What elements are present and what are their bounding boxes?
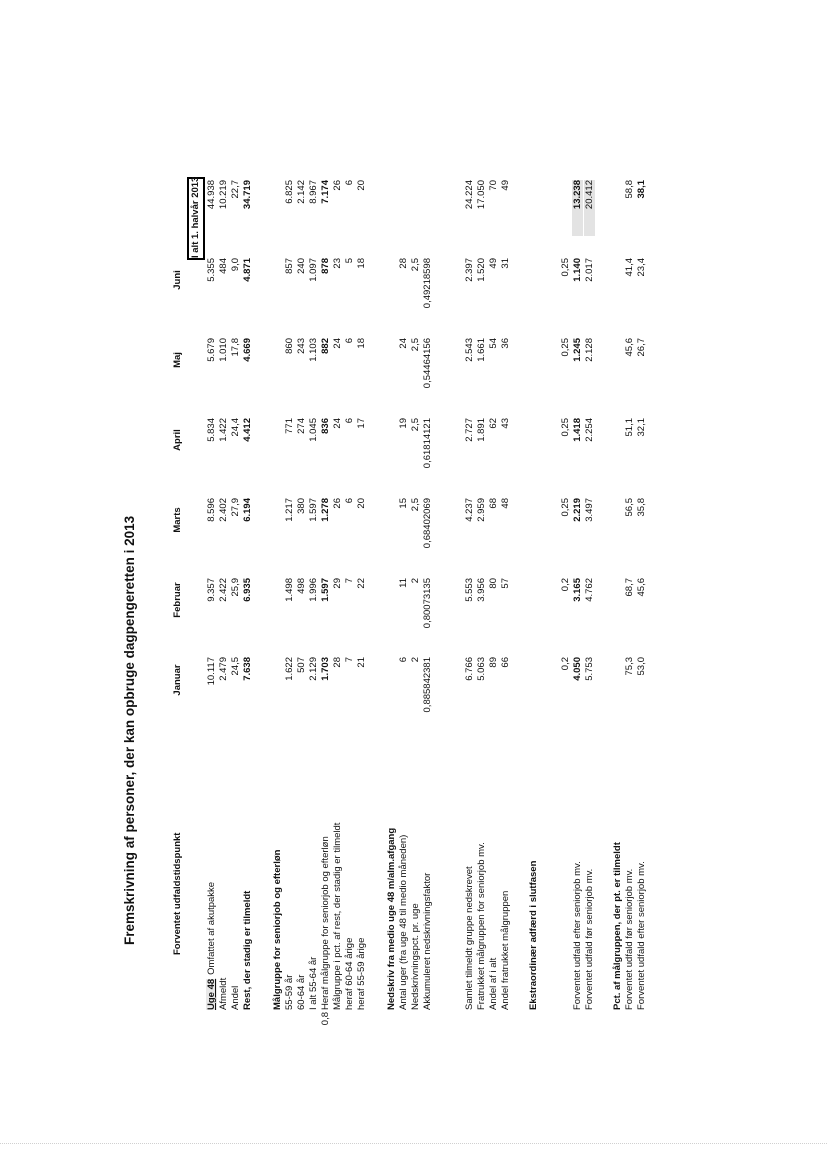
cell-month: 1.103 xyxy=(308,338,319,362)
cell-total: 26 xyxy=(332,180,343,191)
side-value: 0,8 xyxy=(320,1012,331,1026)
cell-month: 1.245 xyxy=(572,338,583,362)
cell-month: 8.596 xyxy=(206,498,217,522)
cell-month: 51,1 xyxy=(624,418,635,437)
row-label: Andel xyxy=(230,985,241,1010)
cell-month: 2.128 xyxy=(584,338,595,362)
header-month-marts: Marts xyxy=(172,507,183,533)
cell-total: 70 xyxy=(488,180,499,191)
row-label: Forventet udfald efter seniorjob mv. xyxy=(572,861,583,1010)
cell-total: 38,1 xyxy=(636,180,647,199)
cell-month: 4.762 xyxy=(584,578,595,602)
cell-month: 6 xyxy=(344,418,355,424)
header-month-februar: Februar xyxy=(172,582,183,618)
cell-month: 53,0 xyxy=(636,657,647,676)
cell-total: 2.142 xyxy=(296,180,307,204)
cell-month: 1.622 xyxy=(284,657,295,681)
row-label: Andel fratrukket målgruppen xyxy=(500,890,511,1010)
cell-month: 771 xyxy=(284,418,295,434)
cell-month: 498 xyxy=(296,578,307,594)
cell-month: 0,2 xyxy=(560,578,571,592)
cell-total: 7.174 xyxy=(320,180,331,204)
row-label: Målgruppe i pct. af rest, der stadig er tilmeldt xyxy=(332,822,343,1010)
cell-month: 2.129 xyxy=(308,657,319,681)
row-label: Forventet udfald efter seniorjob mv. xyxy=(636,861,647,1010)
cell-month: 1.422 xyxy=(218,418,229,442)
page-title: Fremskrivning af personer, der kan opbruge dagpengeretten i 2013 xyxy=(122,515,137,945)
cell-month: 2.479 xyxy=(218,657,229,681)
cell-month: 0,2 xyxy=(560,657,571,671)
section-heading: Pct. af målgruppen, der pt. er tilmeldt xyxy=(612,842,623,1010)
cell-month: 21 xyxy=(356,657,367,668)
cell-month: 1.661 xyxy=(476,338,487,362)
cell-month: 6.766 xyxy=(464,657,475,681)
cell-total: 8.967 xyxy=(308,180,319,204)
cell-total: 24.224 xyxy=(464,180,475,210)
cell-month: 28 xyxy=(332,657,343,668)
cell-month: 5.355 xyxy=(206,258,217,282)
cell-month: 2,5 xyxy=(410,258,421,272)
cell-month: 22 xyxy=(356,578,367,589)
cell-month: 3.956 xyxy=(476,578,487,602)
cell-month: 80 xyxy=(488,578,499,589)
cell-month: 0,61814121 xyxy=(422,418,433,469)
cell-month: 24 xyxy=(332,338,343,349)
row-label: Forventet udfald før seniorjob mv. xyxy=(624,868,635,1010)
cell-month: 2 xyxy=(410,657,421,663)
cell-month: 17,8 xyxy=(230,338,241,357)
cell-month: 1.597 xyxy=(320,578,331,602)
cell-month: 0,25 xyxy=(560,258,571,277)
cell-month: 1.097 xyxy=(308,258,319,282)
cell-month: 1.703 xyxy=(320,657,331,681)
cell-month: 860 xyxy=(284,338,295,354)
cell-month: 68 xyxy=(488,498,499,509)
cell-month: 4.412 xyxy=(242,418,253,442)
row-label-text: Omfattet af akutpakke xyxy=(206,881,217,975)
cell-total: 44.938 xyxy=(206,180,217,210)
row-label: Forventet udfald før seniorjob mv. xyxy=(584,868,595,1010)
page-bottom-rule xyxy=(0,1143,827,1144)
cell-month: 1.996 xyxy=(308,578,319,602)
week-label: Uge 48 xyxy=(206,978,217,1010)
cell-month: 274 xyxy=(296,418,307,434)
cell-month: 380 xyxy=(296,498,307,514)
cell-month: 29 xyxy=(332,578,343,589)
cell-month: 6.935 xyxy=(242,578,253,602)
cell-month: 2.402 xyxy=(218,498,229,522)
cell-month: 3.497 xyxy=(584,498,595,522)
cell-month: 43 xyxy=(500,418,511,429)
cell-month: 2.959 xyxy=(476,498,487,522)
cell-total: 6.825 xyxy=(284,180,295,204)
cell-month: 1.418 xyxy=(572,418,583,442)
cell-month: 57 xyxy=(500,578,511,589)
cell-total: 22,7 xyxy=(230,180,241,199)
cell-month: 0,25 xyxy=(560,418,571,437)
section-heading: Målgruppe for seniorjob og efterløn xyxy=(272,849,283,1010)
header-month-april: April xyxy=(172,429,183,451)
cell-month: 0,49218598 xyxy=(422,258,433,309)
cell-month: 2.727 xyxy=(464,418,475,442)
cell-month: 9.357 xyxy=(206,578,217,602)
cell-month: 17 xyxy=(356,418,367,429)
cell-total: 34.719 xyxy=(242,180,253,210)
row-label: heraf 55-59 årige xyxy=(356,937,367,1010)
cell-month: 19 xyxy=(398,418,409,429)
cell-month: 9,0 xyxy=(230,258,241,272)
cell-month: 240 xyxy=(296,258,307,274)
cell-month: 5.679 xyxy=(206,338,217,362)
cell-month: 484 xyxy=(218,258,229,274)
cell-month: 89 xyxy=(488,657,499,668)
cell-total: 10.219 xyxy=(218,180,229,210)
header-total: I alt 1. halvår 2013 xyxy=(187,177,205,260)
cell-month: 5.753 xyxy=(584,657,595,681)
cell-month: 836 xyxy=(320,418,331,434)
cell-month: 25,9 xyxy=(230,578,241,597)
header-stub: Forventet udfaldstidspunkt xyxy=(172,832,183,955)
cell-month: 32,1 xyxy=(636,418,647,437)
cell-month: 1.045 xyxy=(308,418,319,442)
cell-month: 5.063 xyxy=(476,657,487,681)
cell-total: 58,8 xyxy=(624,180,635,199)
section-heading: Ekstraordinær adfærd i slutfasen xyxy=(528,860,539,1010)
cell-month: 6 xyxy=(398,657,409,663)
cell-month: 68,7 xyxy=(624,578,635,597)
cell-month: 1.498 xyxy=(284,578,295,602)
cell-month: 7 xyxy=(344,657,355,663)
cell-month: 2 xyxy=(410,578,421,584)
section-heading: Nedskriv fra medio uge 48 m/alm.afgang xyxy=(386,827,397,1010)
cell-total: 17.050 xyxy=(476,180,487,210)
cell-month: 5 xyxy=(344,258,355,264)
row-label: Heraf målgruppe for seniorjob og efterløn xyxy=(320,836,331,1010)
cell-month: 6.194 xyxy=(242,498,253,522)
row-label: Andel af i alt xyxy=(488,957,499,1010)
cell-month: 2.543 xyxy=(464,338,475,362)
cell-month: 7 xyxy=(344,578,355,584)
row-label: 60-64 år xyxy=(296,974,307,1010)
cell-month: 5.553 xyxy=(464,578,475,602)
cell-month: 2.397 xyxy=(464,258,475,282)
cell-month: 1.520 xyxy=(476,258,487,282)
cell-month: 26,7 xyxy=(636,338,647,357)
cell-month: 1.891 xyxy=(476,418,487,442)
cell-month: 24,5 xyxy=(230,657,241,676)
cell-month: 31 xyxy=(500,258,511,269)
header-month-juni: Juni xyxy=(172,270,183,290)
cell-month: 1.597 xyxy=(308,498,319,522)
cell-month: 1.278 xyxy=(320,498,331,522)
cell-month: 54 xyxy=(488,338,499,349)
cell-month: 507 xyxy=(296,657,307,673)
cell-month: 1.217 xyxy=(284,498,295,522)
cell-month: 62 xyxy=(488,418,499,429)
cell-month: 1.140 xyxy=(572,258,583,282)
cell-month: 878 xyxy=(320,258,331,274)
cell-month: 4.050 xyxy=(572,657,583,681)
cell-month: 2,5 xyxy=(410,338,421,352)
cell-total: 20.412 xyxy=(584,180,595,236)
cell-month: 882 xyxy=(320,338,331,354)
cell-month: 4.237 xyxy=(464,498,475,522)
cell-month: 0,25 xyxy=(560,338,571,357)
cell-month: 23,4 xyxy=(636,258,647,277)
cell-month: 18 xyxy=(356,258,367,269)
cell-month: 24,4 xyxy=(230,418,241,437)
row-label: Rest, der stadig er tilmeldt xyxy=(242,890,253,1010)
row-label: 55-59 år xyxy=(284,974,295,1010)
cell-month: 2,5 xyxy=(410,498,421,512)
cell-month: 2,5 xyxy=(410,418,421,432)
cell-month: 2.254 xyxy=(584,418,595,442)
cell-total: 13.238 xyxy=(572,180,583,236)
cell-month: 0,54464156 xyxy=(422,338,433,389)
cell-month: 0,25 xyxy=(560,498,571,517)
cell-month: 6 xyxy=(344,498,355,504)
cell-month: 3.165 xyxy=(572,578,583,602)
cell-month: 24 xyxy=(332,418,343,429)
cell-month: 24 xyxy=(398,338,409,349)
cell-month: 36 xyxy=(500,338,511,349)
cell-month: 10.117 xyxy=(206,657,217,686)
cell-month: 4.871 xyxy=(242,258,253,282)
row-label: Fratrukket målgruppen for seniorjob mv. xyxy=(476,842,487,1010)
cell-month: 11 xyxy=(398,578,409,588)
cell-month: 35,8 xyxy=(636,498,647,517)
cell-month: 20 xyxy=(356,498,367,509)
row-label: Akkumuleret nedskrivningsfaktor xyxy=(422,872,433,1010)
row-label: Afmeldt xyxy=(218,977,229,1010)
cell-month: 2.422 xyxy=(218,578,229,602)
header-month-maj: Maj xyxy=(172,352,183,368)
row-label xyxy=(206,882,217,1010)
cell-month: 23 xyxy=(332,258,343,269)
row-label: Antal uger (fra uge 48 til medio måneden) xyxy=(398,834,409,1010)
cell-month: 0,80073135 xyxy=(422,578,433,629)
cell-month: 27,9 xyxy=(230,498,241,517)
cell-month: 7.638 xyxy=(242,657,253,681)
row-label: Nedskrivningspct. pr. uge xyxy=(410,903,421,1010)
cell-month: 45,6 xyxy=(624,338,635,357)
cell-month: 45,6 xyxy=(636,578,647,597)
cell-month: 2.219 xyxy=(572,498,583,522)
header-month-januar: Januar xyxy=(172,664,183,696)
cell-month: 18 xyxy=(356,338,367,349)
cell-month: 6 xyxy=(344,338,355,344)
cell-total: 49 xyxy=(500,180,511,191)
cell-month: 15 xyxy=(398,498,409,509)
row-label: Samlet tilmeldt gruppe nedskrevet xyxy=(464,866,475,1010)
cell-month: 2.017 xyxy=(584,258,595,282)
cell-month: 28 xyxy=(398,258,409,269)
cell-month: 5.834 xyxy=(206,418,217,442)
cell-month: 26 xyxy=(332,498,343,509)
cell-month: 75,3 xyxy=(624,657,635,676)
cell-month: 4.669 xyxy=(242,338,253,362)
cell-month: 0,68402069 xyxy=(422,498,433,549)
cell-month: 49 xyxy=(488,258,499,269)
row-label: heraf 60-64 årige xyxy=(344,937,355,1010)
cell-month: 41,4 xyxy=(624,258,635,277)
row-label: I alt 55-64 år xyxy=(308,956,319,1010)
cell-month: 857 xyxy=(284,258,295,274)
cell-total: 20 xyxy=(356,180,367,191)
cell-month: 1.010 xyxy=(218,338,229,362)
cell-month: 56,5 xyxy=(624,498,635,517)
cell-month: 243 xyxy=(296,338,307,354)
cell-month: 66 xyxy=(500,657,511,668)
cell-month: 0,885842381 xyxy=(422,657,433,713)
cell-month: 48 xyxy=(500,498,511,509)
cell-total: 6 xyxy=(344,180,355,186)
